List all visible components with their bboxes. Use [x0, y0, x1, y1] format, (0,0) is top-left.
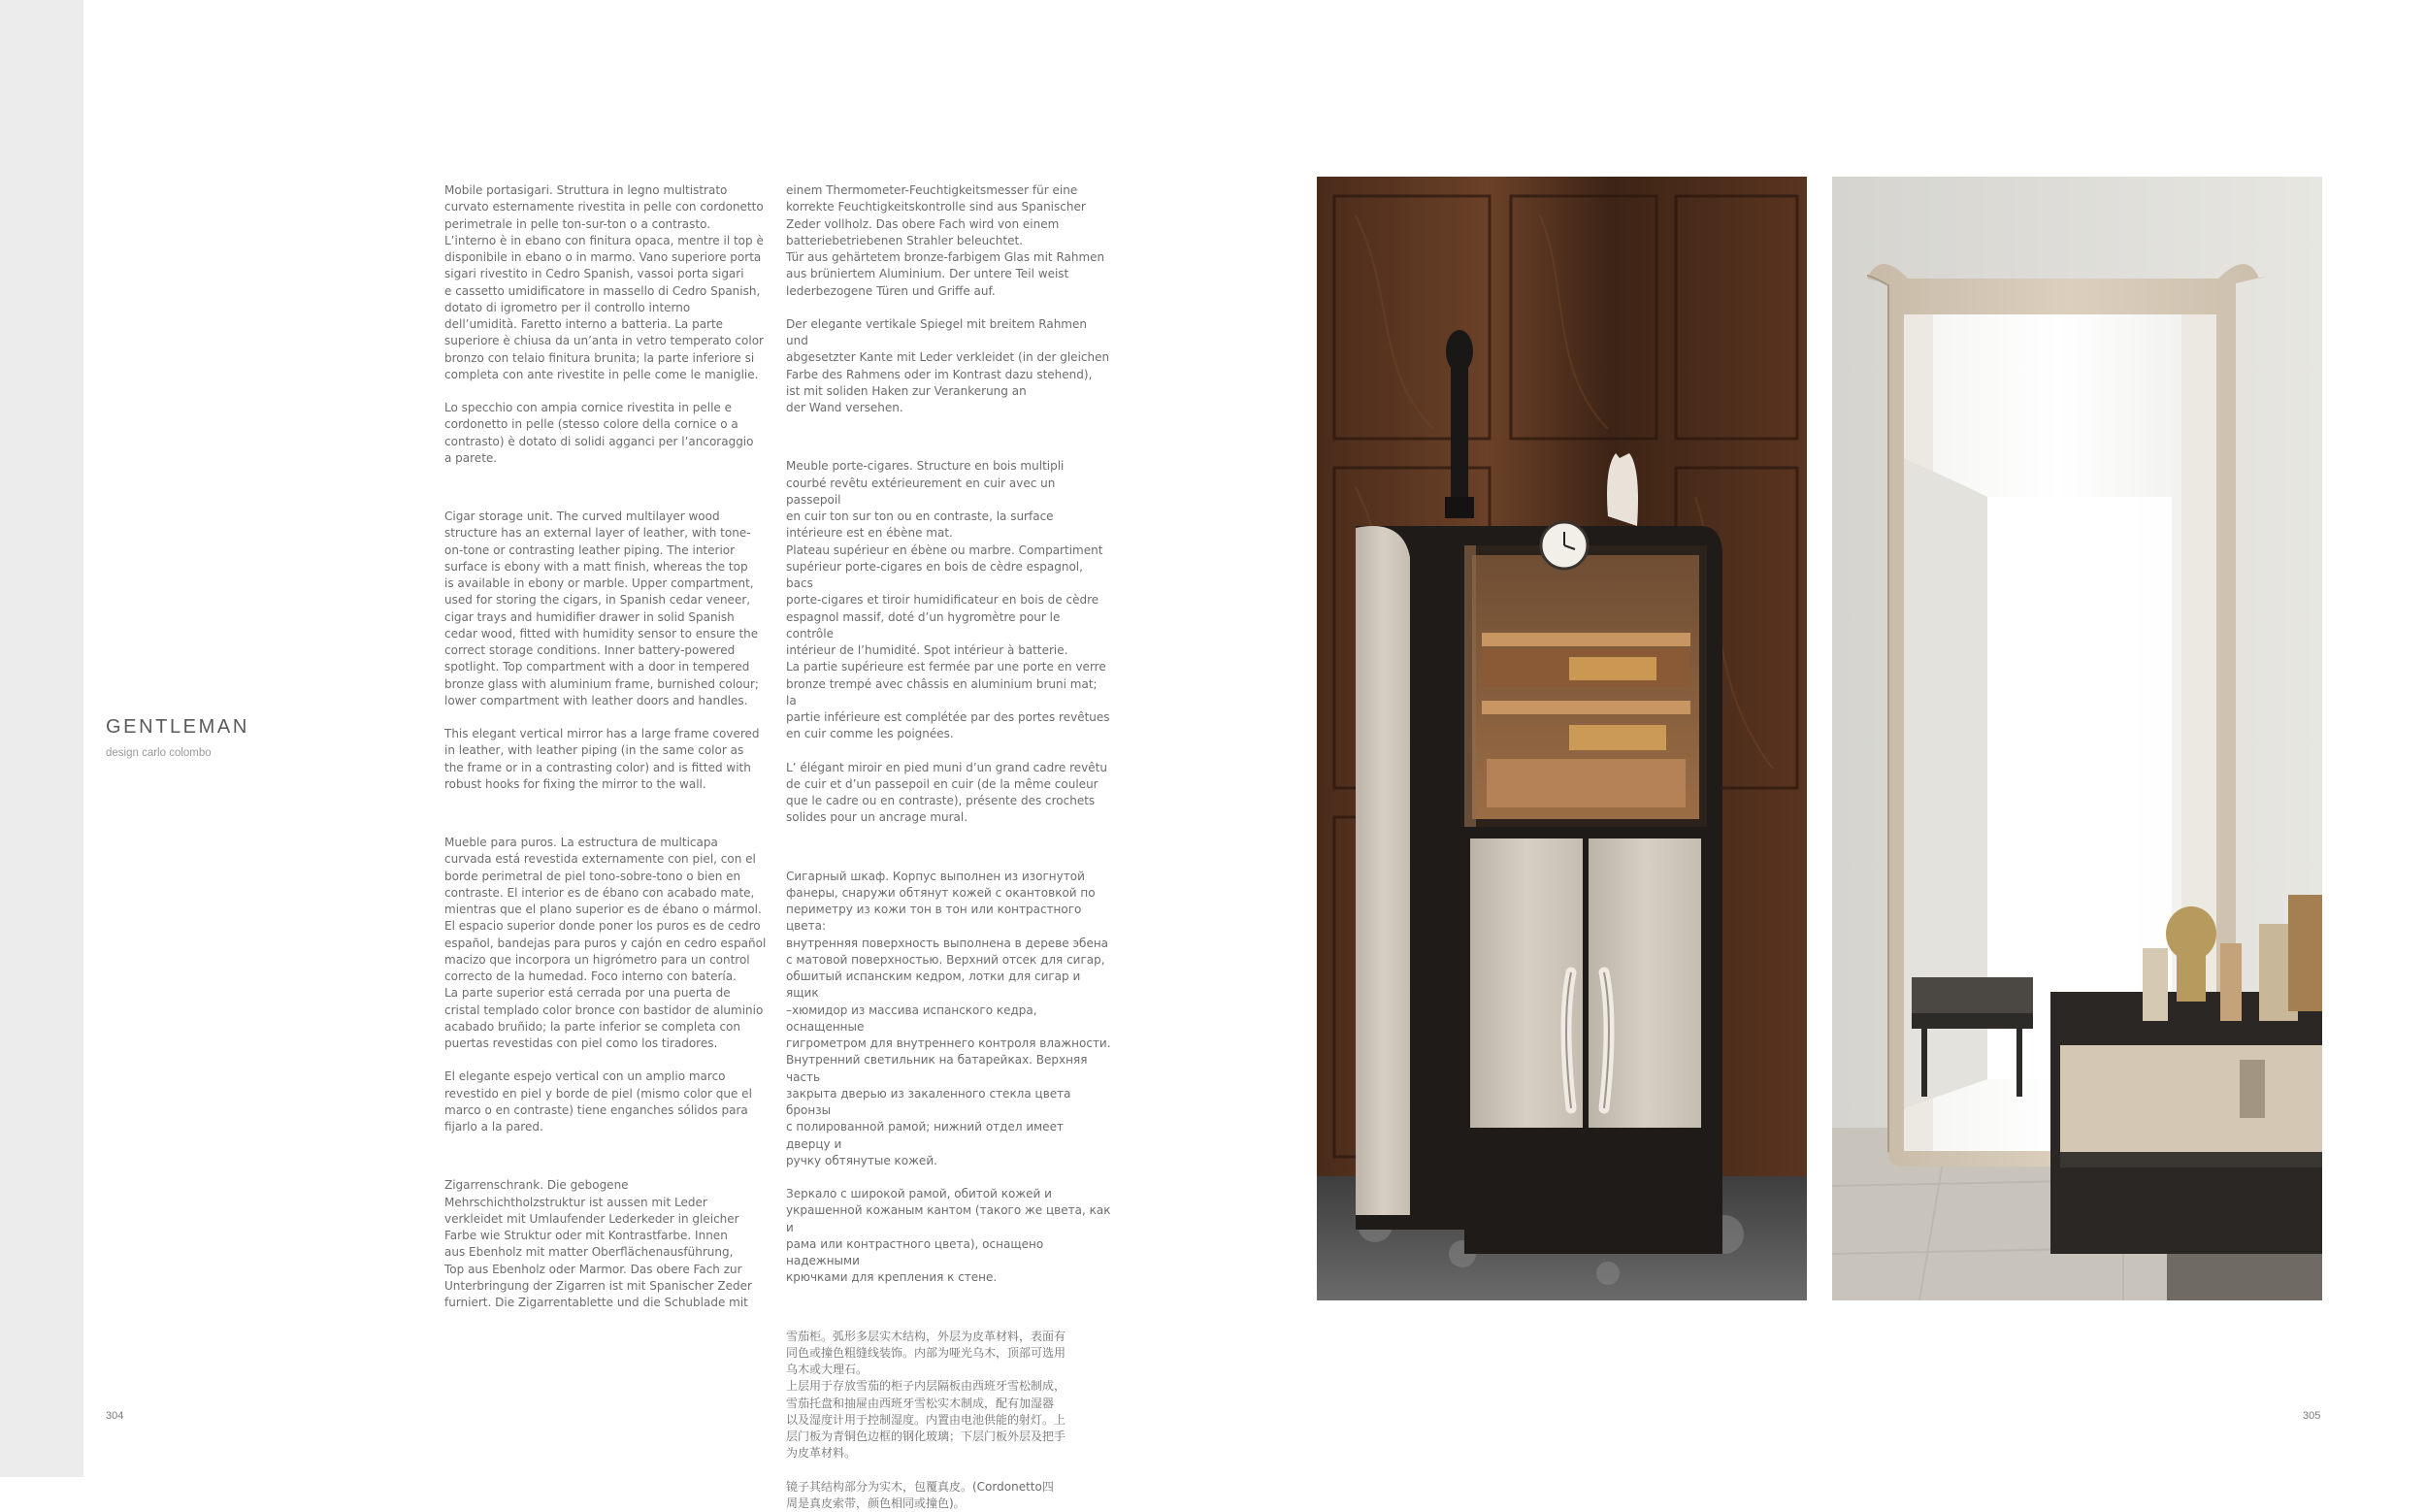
paragraph-de-cabinet-start: Zigarrenschrank. Die gebogene Mehrschichtholzstruktur ist aussen mit Leder verkleidet mit Umlaufender Lederkeder in gleicher Farbe wie Struktur oder mit Kontrastfarbe. Innen aus Ebenholz mit matter Oberflächenausführung, Top aus Ebenholz oder Marmor. Das obere Fach zur Unterbringung der Zigarren ist mit Spanischer Zeder furniert. Die Zigarrentablette und die Schublade mit: [444, 1177, 770, 1311]
text-column-right: [786, 182, 1111, 1512]
paragraph-fr-mirror: L’ élégant miroir en pied muni d’un grand cadre revêtu de cuir et d’un passepoil en cuir (de la même couleur que le cadre ou en contraste), présente des crochets solides pour un ancrage mural.: [786, 760, 1111, 827]
paragraph-es-mirror: El elegante espejo vertical con un amplio marco revestido en piel y borde de piel (mismo color que el marco o en contraste) tiene enganches sólidos para fijarlo a la pared.: [444, 1068, 770, 1135]
paragraph-es-cabinet: Mueble para puros. La estructura de multicapa curvada está revestida externamente con piel, con el borde perimetral de piel tono-sobre-tono o bien en contraste. El interior es de ébano con acabado mate, mientras que el plano superior es de ébano o mármol. El espacio superior donde poner los puros es de cedro español, bandejas para puros y cajón en cedro español macizo que incorpora un higrómetro para un control correcto de la humedad. Foco interno con batería. La parte superior está cerrada por una puerta de cristal templado color bronce con bastidor de aluminio acabado bruñido; la parte inferior se completa con puertas revestidas con piel como los tiradores.: [444, 835, 770, 1052]
product-designer: design carlo colombo: [106, 747, 212, 759]
paragraph-en-mirror: This elegant vertical mirror has a large frame covered in leather, with leather piping (in the same color as the frame or in a contrasting color) and is fitted with robust hooks for fixing the mirror to the wall.: [444, 726, 770, 793]
mirror-photo: [1832, 177, 2322, 1300]
product-title: GENTLEMAN: [106, 716, 249, 739]
paragraph-ru-mirror: Зеркало с широкой рамой, обитой кожей и украшенной кожаным кантом (такого же цвета, как и рама или контрастного цвета), оснащено надежными крючками для крепления к стене.: [786, 1186, 1111, 1287]
paragraph-ru-cabinet: Сигарный шкаф. Корпус выполнен из изогнутой фанеры, снаружи обтянут кожей с окантовкой по периметру из кожи тон в тон или контрастного цвета: внутренняя поверхность выполнена в дереве эбена с матовой поверхностью. Верхний отсек для сигар, обшитый испанским кедром, лотки для сигар и ящик –хюмидор из массива испанского кедра, оснащенные гигрометром для внутреннего контроля влажности. Внутренний светильник на батарейках. Верхняя часть закрыта дверью из закаленного стекла цвета бронзы с полированной рамой; нижний отдел имеет дверцу и ручку обтянутые кожей.: [786, 869, 1111, 1170]
paragraph-en-cabinet: Cigar storage unit. The curved multilayer wood structure has an external layer of leather, with tone- on-tone or contrasting leather piping. The interior surface is ebony with a matt finish, whereas the top is available in ebony or marble. Upper compartment, used for storing the cigars, in Spanish cedar veneer, cigar trays and humidifier drawer in solid Spanish cedar wood, fitted with humidity sensor to ensure the correct storage conditions. Inner battery-powered spotlight. Top compartment with a door in tempered bronze glass with aluminium frame, burnished colour; lower compartment with leather doors and handles.: [444, 509, 770, 709]
paragraph-de-mirror: Der elegante vertikale Spiegel mit breitem Rahmen und abgesetzter Kante mit Leder verkleidet (in der gleichen Farbe des Rahmens oder im Kontrast dazu stehend), ist mit soliden Haken zur Verankerung an der Wand versehen.: [786, 316, 1111, 417]
paragraph-de-cabinet-cont: einem Thermometer-Feuchtigkeitsmesser für eine korrekte Feuchtigkeitskontrolle sind aus Spanischer Zeder vollholz. Das obere Fach wird von einem batteriebetriebenen Strahler beleuchtet. Tür aus gehärtetem bronze-farbigem Glas mit Rahmen aus brüniertem Aluminium. Der untere Teil weist lederbezogene Türen und Griffe auf.: [786, 182, 1111, 300]
paragraph-zh-mirror: 镜子其结构部分为实木，包覆真皮。(Cordonetto四 周是真皮索带，颜色相同或撞色)。: [786, 1479, 1111, 1512]
page-number-left: 304: [106, 1410, 123, 1422]
text-column-left: [444, 182, 770, 1311]
page-gutter: [0, 0, 83, 1477]
paragraph-fr-cabinet: Meuble porte-cigares. Structure en bois multipli courbé revêtu extérieurement en cuir avec un passepoil en cuir ton sur ton ou en contraste, la surface intérieure est en ébène mat. Plateau supérieur en ébène ou marbre. Compartiment supérieur porte-cigares en bois de cèdre espagnol, bacs porte-cigares et tiroir humidificateur en bois de cèdre espagnol massif, doté d’un hygromètre pour le contrôle intérieur de l’humidité. Spot intérieur à batterie. La partie supérieure est fermée par une porte en verre bronze trempé avec châssis en aluminium bruni mat; la partie inférieure est complétée par des portes revêtues en cuir comme les poignées.: [786, 458, 1111, 742]
page-number-right: 305: [2303, 1410, 2320, 1422]
paragraph-it-mirror: Lo specchio con ampia cornice rivestita in pelle e cordonetto in pelle (stesso colore della cornice o a contrasto) è dotato di solidi agganci per l’ancoraggio a parete.: [444, 400, 770, 467]
paragraph-zh-cabinet: 雪茄柜。弧形多层实木结构，外层为皮革材料，表面有 同色或撞色粗缝线装饰。内部为哑光乌木，顶部可选用 乌木或大理石。 上层用于存放雪茄的柜子内层隔板由西班牙雪松制成， 雪茄托盘和抽屉由西班牙雪松实木制成，配有加湿器 以及湿度计用于控制湿度。内置由电池供能的射灯。上 层门板为青铜色边框的钢化玻璃；下层门板外层及把手 为皮革材料。: [786, 1329, 1111, 1463]
cabinet-photo: [1317, 177, 1807, 1300]
paragraph-it-cabinet: Mobile portasigari. Struttura in legno multistrato curvato esternamente rivestita in pelle con cordonetto perimetrale in pelle ton-sur-ton o a contrasto. L’interno è in ebano con finitura opaca, mentre il top è disponibile in ebano o in marmo. Vano superiore porta sigari rivestito in Cedro Spanish, vassoi porta sigari e cassetto umidificatore in massello di Cedro Spanish, dotato di igrometro per il controllo interno dell’umidità. Faretto interno a batteria. La parte superiore è chiusa da un’anta in vetro temperato color bronzo con telaio finitura brunita; la parte inferiore si completa con ante rivestite in pelle come le maniglie.: [444, 182, 770, 383]
